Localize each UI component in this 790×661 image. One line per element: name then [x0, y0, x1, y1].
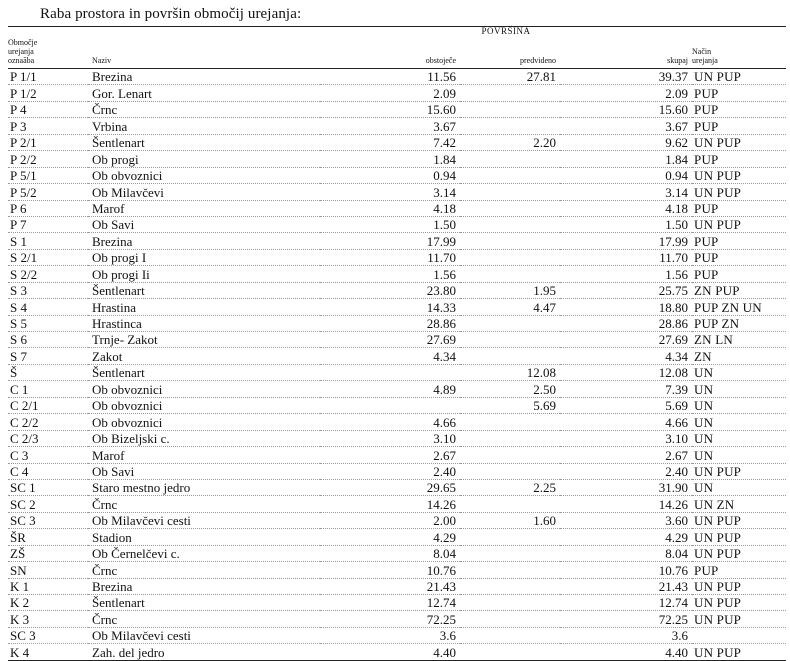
total-area-cell: 18.80 — [560, 299, 692, 315]
regulation-mode-cell: UN PUP — [692, 512, 786, 528]
table-row — [8, 315, 786, 331]
table-row — [8, 348, 786, 364]
table-row — [8, 611, 786, 627]
table-row — [8, 414, 786, 430]
table-row — [8, 151, 786, 167]
existing-area-cell: 4.66 — [320, 414, 460, 430]
existing-area-cell: 10.76 — [320, 562, 460, 578]
column-header-planned: predvideno — [460, 37, 560, 69]
regulation-mode-cell: UN PUP — [692, 595, 786, 611]
table-row — [8, 167, 786, 183]
existing-area-cell: 15.60 — [320, 101, 460, 117]
existing-area-cell: 4.40 — [320, 644, 460, 660]
table-row — [8, 233, 786, 249]
area-name-cell: Ob progi — [88, 151, 320, 167]
table-row — [8, 184, 786, 200]
area-code-cell: S 2/1 — [8, 249, 88, 265]
regulation-mode-cell: UN — [692, 414, 786, 430]
planned-area-cell — [460, 315, 560, 331]
existing-area-cell: 72.25 — [320, 611, 460, 627]
planned-area-cell — [460, 611, 560, 627]
table-row — [8, 545, 786, 561]
existing-area-cell: 3.67 — [320, 118, 460, 134]
area-name-cell: Šentlenart — [88, 282, 320, 298]
area-name-cell: Hrastinca — [88, 315, 320, 331]
area-name-cell: Marof — [88, 447, 320, 463]
total-area-cell: 1.56 — [560, 266, 692, 282]
total-area-cell: 15.60 — [560, 101, 692, 117]
area-code-cell: SC 3 — [8, 512, 88, 528]
area-name-cell: Črnc — [88, 101, 320, 117]
planned-area-cell — [460, 463, 560, 479]
regulation-mode-cell: UN PUP — [692, 529, 786, 545]
existing-area-cell: 14.33 — [320, 299, 460, 315]
planned-area-cell: 2.50 — [460, 381, 560, 397]
total-area-cell: 28.86 — [560, 315, 692, 331]
total-area-cell: 4.66 — [560, 414, 692, 430]
area-code-cell: S 4 — [8, 299, 88, 315]
planned-area-cell — [460, 167, 560, 183]
total-area-cell: 3.10 — [560, 430, 692, 446]
document-title: Raba prostora in površin območij urejanja: — [40, 6, 302, 22]
total-area-cell: 0.94 — [560, 167, 692, 183]
table-row — [8, 595, 786, 611]
area-code-cell: S 7 — [8, 348, 88, 364]
table-header — [8, 27, 786, 69]
area-name-cell: Črnc — [88, 611, 320, 627]
total-area-cell: 3.6 — [560, 627, 692, 643]
area-name-cell: Črnc — [88, 562, 320, 578]
table-row — [8, 118, 786, 134]
total-area-cell: 2.67 — [560, 447, 692, 463]
regulation-mode-cell: PUP — [692, 85, 786, 101]
regulation-mode-cell: PUP — [692, 233, 786, 249]
planned-area-cell — [460, 578, 560, 594]
planned-area-cell: 27.81 — [460, 69, 560, 85]
table-row — [8, 562, 786, 578]
regulation-mode-cell: PUP ZN UN — [692, 299, 786, 315]
existing-area-cell: 17.99 — [320, 233, 460, 249]
table-row — [8, 101, 786, 117]
regulation-mode-cell: UN — [692, 479, 786, 495]
area-name-cell: Vrbina — [88, 118, 320, 134]
total-area-cell: 3.67 — [560, 118, 692, 134]
total-area-cell: 4.40 — [560, 644, 692, 660]
area-code-cell: P 5/1 — [8, 167, 88, 183]
existing-area-cell: 28.86 — [320, 315, 460, 331]
area-code-cell: C 4 — [8, 463, 88, 479]
existing-area-cell: 23.80 — [320, 282, 460, 298]
total-area-cell: 25.75 — [560, 282, 692, 298]
existing-area-cell: 14.26 — [320, 496, 460, 512]
area-code-cell: P 1/1 — [8, 69, 88, 85]
planned-area-cell — [460, 249, 560, 265]
land-use-table — [8, 26, 786, 661]
regulation-mode-cell: UN PUP — [692, 644, 786, 660]
regulation-mode-cell: UN PUP — [692, 69, 786, 85]
regulation-mode-cell: PUP — [692, 200, 786, 216]
total-area-cell: 72.25 — [560, 611, 692, 627]
existing-area-cell: 2.67 — [320, 447, 460, 463]
regulation-mode-cell: PUP ZN — [692, 315, 786, 331]
regulation-mode-cell: PUP — [692, 151, 786, 167]
area-name-cell: Šentlenart — [88, 134, 320, 150]
planned-area-cell — [460, 627, 560, 643]
table-row — [8, 249, 786, 265]
area-name-cell: Zah. del jedro — [88, 644, 320, 660]
regulation-mode-cell: UN PUP — [692, 216, 786, 232]
area-code-cell: S 1 — [8, 233, 88, 249]
area-code-cell: P 7 — [8, 216, 88, 232]
existing-area-cell: 29.65 — [320, 479, 460, 495]
regulation-mode-cell: UN PUP — [692, 167, 786, 183]
regulation-mode-cell: UN PUP — [692, 134, 786, 150]
area-name-cell: Zakot — [88, 348, 320, 364]
regulation-mode-cell: UN PUP — [692, 545, 786, 561]
area-code-cell: ZŠ — [8, 545, 88, 561]
table-row — [8, 69, 786, 85]
area-name-cell: Ob obvoznici — [88, 167, 320, 183]
total-area-cell: 39.37 — [560, 69, 692, 85]
area-name-cell: Ob Savi — [88, 216, 320, 232]
existing-area-cell: 8.04 — [320, 545, 460, 561]
total-area-cell: 3.14 — [560, 184, 692, 200]
area-code-cell: K 3 — [8, 611, 88, 627]
existing-area-cell: 2.40 — [320, 463, 460, 479]
planned-area-cell — [460, 447, 560, 463]
existing-area-cell: 11.70 — [320, 249, 460, 265]
existing-area-cell: 7.42 — [320, 134, 460, 150]
area-code-cell: S 5 — [8, 315, 88, 331]
planned-area-cell — [460, 151, 560, 167]
area-name-cell: Ob Černelčevi c. — [88, 545, 320, 561]
existing-area-cell: 11.56 — [320, 69, 460, 85]
existing-area-cell: 4.18 — [320, 200, 460, 216]
planned-area-cell — [460, 529, 560, 545]
existing-area-cell: 1.56 — [320, 266, 460, 282]
area-name-cell: Ob progi Ii — [88, 266, 320, 282]
existing-area-cell: 3.14 — [320, 184, 460, 200]
area-code-cell: C 1 — [8, 381, 88, 397]
area-name-cell: Ob Milavčevi cesti — [88, 512, 320, 528]
table-row — [8, 479, 786, 495]
area-name-cell: Šentlenart — [88, 364, 320, 380]
table-row — [8, 529, 786, 545]
area-code-cell: K 1 — [8, 578, 88, 594]
existing-area-cell: 1.84 — [320, 151, 460, 167]
total-area-cell: 4.34 — [560, 348, 692, 364]
regulation-mode-cell — [692, 627, 786, 643]
total-area-cell: 1.50 — [560, 216, 692, 232]
area-code-cell: P 2/2 — [8, 151, 88, 167]
area-code-cell: C 2/2 — [8, 414, 88, 430]
area-name-cell: Ob obvoznici — [88, 381, 320, 397]
area-name-cell: Brezina — [88, 233, 320, 249]
existing-area-cell: 27.69 — [320, 332, 460, 348]
table-row — [8, 578, 786, 594]
table-row — [8, 85, 786, 101]
area-name-cell: Hrastina — [88, 299, 320, 315]
planned-area-cell: 4.47 — [460, 299, 560, 315]
total-area-cell: 11.70 — [560, 249, 692, 265]
existing-area-cell: 0.94 — [320, 167, 460, 183]
area-name-cell: Ob obvoznici — [88, 397, 320, 413]
area-name-cell: Stadion — [88, 529, 320, 545]
total-area-cell: 7.39 — [560, 381, 692, 397]
area-name-cell: Ob Savi — [88, 463, 320, 479]
existing-area-cell: 12.74 — [320, 595, 460, 611]
area-name-cell: Ob Milavčevi cesti — [88, 627, 320, 643]
table-row — [8, 397, 786, 413]
existing-area-cell: 2.09 — [320, 85, 460, 101]
planned-area-cell — [460, 200, 560, 216]
existing-area-cell: 2.00 — [320, 512, 460, 528]
area-code-cell: C 3 — [8, 447, 88, 463]
total-area-cell: 9.62 — [560, 134, 692, 150]
total-area-cell: 14.26 — [560, 496, 692, 512]
table-row — [8, 266, 786, 282]
area-name-cell: Šentlenart — [88, 595, 320, 611]
planned-area-cell — [460, 101, 560, 117]
column-header-existing: obstoječe — [320, 37, 460, 69]
area-name-cell: Brezina — [88, 578, 320, 594]
area-code-cell: P 5/2 — [8, 184, 88, 200]
area-name-cell: Črnc — [88, 496, 320, 512]
area-code-cell: S 3 — [8, 282, 88, 298]
existing-area-cell: 3.10 — [320, 430, 460, 446]
planned-area-cell — [460, 595, 560, 611]
area-code-cell: SC 2 — [8, 496, 88, 512]
area-name-cell: Ob Milavčevi — [88, 184, 320, 200]
total-area-cell: 27.69 — [560, 332, 692, 348]
regulation-mode-cell: UN — [692, 364, 786, 380]
area-name-cell: Ob Bizeljski c. — [88, 430, 320, 446]
table-row — [8, 216, 786, 232]
planned-area-cell — [460, 216, 560, 232]
planned-area-cell: 1.95 — [460, 282, 560, 298]
total-area-cell: 12.08 — [560, 364, 692, 380]
area-code-cell: SC 1 — [8, 479, 88, 495]
area-code-cell: SC 3 — [8, 627, 88, 643]
area-name-cell: Trnje- Zakot — [88, 332, 320, 348]
column-header-total: skupaj — [560, 37, 692, 69]
planned-area-cell — [460, 562, 560, 578]
regulation-mode-cell: PUP — [692, 118, 786, 134]
total-area-cell: 5.69 — [560, 397, 692, 413]
planned-area-cell — [460, 348, 560, 364]
regulation-mode-cell: UN — [692, 447, 786, 463]
area-code-cell: P 6 — [8, 200, 88, 216]
total-area-cell: 2.09 — [560, 85, 692, 101]
table-row — [8, 627, 786, 643]
area-code-cell: K 2 — [8, 595, 88, 611]
area-name-cell: Marof — [88, 200, 320, 216]
area-code-cell: C 2/3 — [8, 430, 88, 446]
area-code-cell: P 2/1 — [8, 134, 88, 150]
existing-area-cell — [320, 364, 460, 380]
planned-area-cell — [460, 85, 560, 101]
regulation-mode-cell: PUP — [692, 101, 786, 117]
regulation-mode-cell: ZN PUP — [692, 282, 786, 298]
regulation-mode-cell: UN — [692, 430, 786, 446]
area-code-cell: P 4 — [8, 101, 88, 117]
planned-area-cell — [460, 184, 560, 200]
total-area-cell: 8.04 — [560, 545, 692, 561]
planned-area-cell — [460, 496, 560, 512]
area-code-cell: ŠR — [8, 529, 88, 545]
regulation-mode-cell: PUP — [692, 266, 786, 282]
existing-area-cell: 21.43 — [320, 578, 460, 594]
total-area-cell: 10.76 — [560, 562, 692, 578]
planned-area-cell — [460, 233, 560, 249]
area-name-cell: Gor. Lenart — [88, 85, 320, 101]
planned-area-cell — [460, 266, 560, 282]
table-row — [8, 332, 786, 348]
total-area-cell: 17.99 — [560, 233, 692, 249]
area-code-cell: S 6 — [8, 332, 88, 348]
regulation-mode-cell: UN PUP — [692, 184, 786, 200]
column-header-mode: Način urejanja — [692, 37, 786, 69]
total-area-cell: 21.43 — [560, 578, 692, 594]
column-header-code: Območje urejanja oznaãba — [8, 37, 88, 69]
planned-area-cell: 5.69 — [460, 397, 560, 413]
existing-area-cell: 4.29 — [320, 529, 460, 545]
table-row — [8, 463, 786, 479]
existing-area-cell: 1.50 — [320, 216, 460, 232]
table-row — [8, 644, 786, 660]
planned-area-cell: 2.25 — [460, 479, 560, 495]
area-name-cell: Staro mestno jedro — [88, 479, 320, 495]
table-row — [8, 447, 786, 463]
area-code-cell: P 1/2 — [8, 85, 88, 101]
area-name-cell: Brezina — [88, 69, 320, 85]
total-area-cell: 31.90 — [560, 479, 692, 495]
planned-area-cell — [460, 332, 560, 348]
area-code-cell: SN — [8, 562, 88, 578]
planned-area-cell: 2.20 — [460, 134, 560, 150]
planned-area-cell — [460, 414, 560, 430]
existing-area-cell: 4.34 — [320, 348, 460, 364]
table-body — [8, 69, 786, 661]
total-area-cell: 3.60 — [560, 512, 692, 528]
area-code-cell: P 3 — [8, 118, 88, 134]
regulation-mode-cell: UN ZN — [692, 496, 786, 512]
area-name-cell: Ob obvoznici — [88, 414, 320, 430]
existing-area-cell: 4.89 — [320, 381, 460, 397]
planned-area-cell — [460, 118, 560, 134]
planned-area-cell: 1.60 — [460, 512, 560, 528]
table-row — [8, 381, 786, 397]
table-row — [8, 430, 786, 446]
planned-area-cell — [460, 545, 560, 561]
total-area-cell: 2.40 — [560, 463, 692, 479]
area-code-cell: C 2/1 — [8, 397, 88, 413]
existing-area-cell — [320, 397, 460, 413]
total-area-cell: 4.18 — [560, 200, 692, 216]
table-row — [8, 282, 786, 298]
total-area-cell: 1.84 — [560, 151, 692, 167]
regulation-mode-cell: PUP — [692, 249, 786, 265]
regulation-mode-cell: UN — [692, 381, 786, 397]
regulation-mode-cell: PUP — [692, 562, 786, 578]
regulation-mode-cell: UN — [692, 397, 786, 413]
table-row — [8, 299, 786, 315]
planned-area-cell: 12.08 — [460, 364, 560, 380]
regulation-mode-cell: UN PUP — [692, 611, 786, 627]
total-area-cell: 4.29 — [560, 529, 692, 545]
area-code-cell: S 2/2 — [8, 266, 88, 282]
regulation-mode-cell: UN PUP — [692, 578, 786, 594]
total-area-cell: 12.74 — [560, 595, 692, 611]
regulation-mode-cell: ZN — [692, 348, 786, 364]
planned-area-cell — [460, 430, 560, 446]
table-row — [8, 512, 786, 528]
table-row — [8, 364, 786, 380]
table-row — [8, 134, 786, 150]
existing-area-cell: 3.6 — [320, 627, 460, 643]
area-name-cell: Ob progi I — [88, 249, 320, 265]
column-header-name: Naziv — [88, 37, 320, 69]
regulation-mode-cell: ZN LN — [692, 332, 786, 348]
planned-area-cell — [460, 644, 560, 660]
area-code-cell: K 4 — [8, 644, 88, 660]
area-group-header: POVRŠINA — [481, 26, 531, 36]
area-code-cell: Š — [8, 364, 88, 380]
table-row — [8, 200, 786, 216]
table-row — [8, 496, 786, 512]
regulation-mode-cell: UN PUP — [692, 463, 786, 479]
